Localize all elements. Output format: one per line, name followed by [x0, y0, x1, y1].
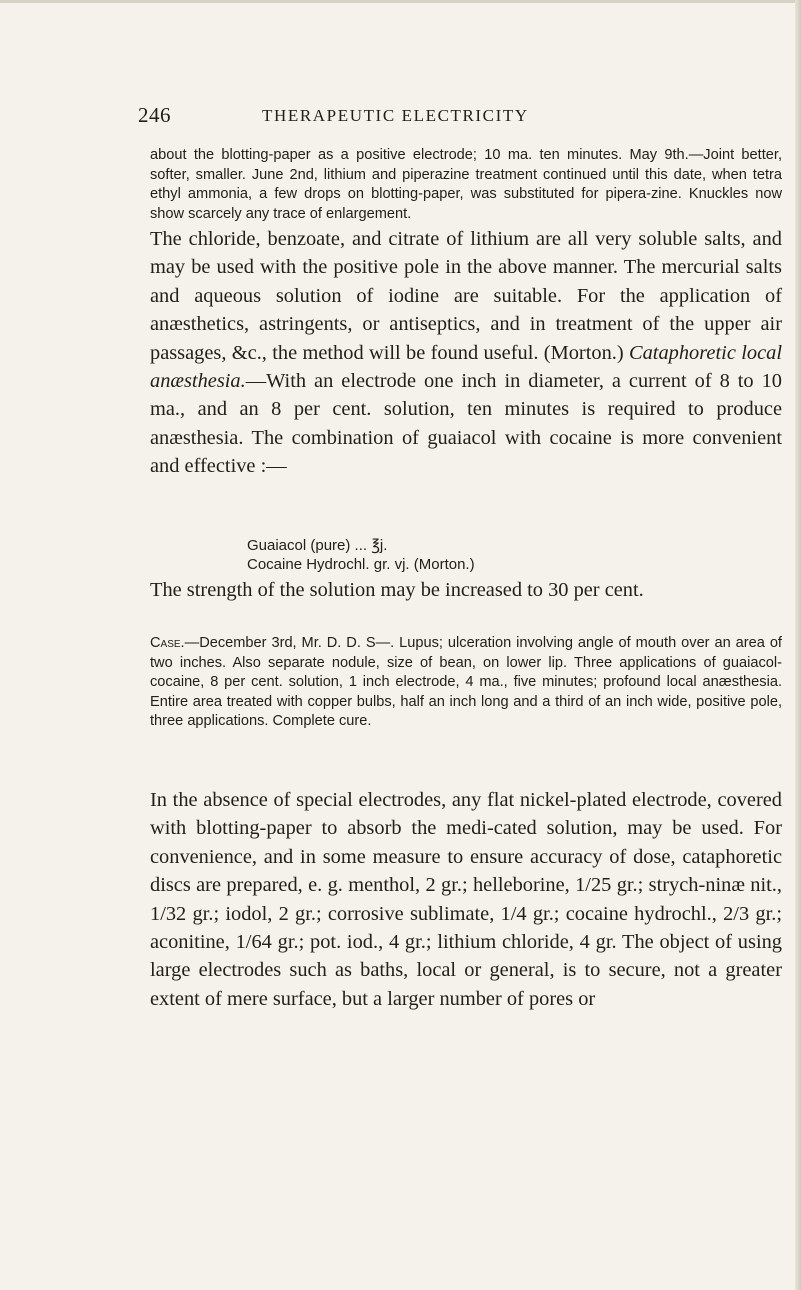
paragraph-lithium-salts — [150, 225, 782, 481]
page-number: 246 — [138, 103, 171, 127]
page-header — [0, 103, 801, 133]
formula-line-cocaine: Cocaine Hydrochl. gr. vj. (Morton.) — [247, 556, 475, 573]
case-text: —December 3rd, Mr. D. D. S—. Lupus; ulceration involving angle of mouth over an area of two inches. Also separate nodule, size of bean, on lower lip. Three applications of guaiacol-cocaine, 8 per cent. solution, 1 inch electrode, 4 ma., five minutes; profound local anæsthesia. Entire area treated with copper bulbs, half an inch long and a third of an inch wide, positive pole, three applications. Complete cure. — [150, 635, 782, 730]
paragraph-case-lupus — [150, 634, 782, 732]
formula-line-guaiacol: Guaiacol (pure) ... ℥j. — [247, 537, 388, 554]
paragraph-anaesthesia-text: —With an electrode one inch in diameter, a current of 8 to 10 ma., and an 8 per cent. solution, ten minutes is required to produce anæsthesia. The combination of guaiacol with cocaine is more convenient and effective :— — [150, 370, 782, 478]
paragraph-strength: The strength of the solution may be increased to 30 per cent. — [150, 579, 644, 601]
section-heading-cataphoretic: Cataphoretic local anæsthesia. — [150, 341, 782, 393]
page-top-edge — [0, 0, 801, 3]
case-label: Case. — [150, 635, 185, 651]
paragraph-electrodes: In the absence of special electrodes, any flat nickel-plated electrode, covered with blotting-paper to absorb the medi-cated solution, may be used. For convenience, and in some measure to ensure accuracy of dose, cataphoretic discs are prepared, e. g. menthol, 2 gr.; helleborine, 1/25 gr.; strych-ninæ nit., 1/32 gr.; iodol, 2 gr.; corrosive sublimate, 1/4 gr.; cocaine hydrochl., 2/3 gr.; aconitine, 1/64 gr.; pot. iod., 4 gr.; lithium chloride, 4 gr. The object of using large electrodes such as baths, local or general, is to secure, not a greater extent of mere surface, but a larger number of pores or — [150, 789, 782, 1010]
paragraph-case-continuation: about the blotting-paper as a positive electrode; 10 ma. ten minutes. May 9th.—Joint better, softer, smaller. June 2nd, lithium and piperazine treatment continued until this date, when tetra ethyl ammonia, a few drops on blotting-paper, was substituted for pipera-zine. Knuckles now show scarcely any trace of enlargement. — [150, 147, 782, 222]
formula-block — [247, 536, 667, 574]
paragraph-lithium-salts-text: The chloride, benzoate, and citrate of lithium are all very soluble salts, and may be used with the positive pole in the above manner. The mercurial salts and aqueous solution of iodine are suitable. For the application of anæsthetics, astringents, or antiseptics, and in treatment of the upper air passages, &c., the method will be found useful. (Morton.) — [150, 228, 782, 364]
page-right-edge — [795, 0, 801, 1290]
running-title: THERAPEUTIC ELECTRICITY — [262, 106, 529, 125]
